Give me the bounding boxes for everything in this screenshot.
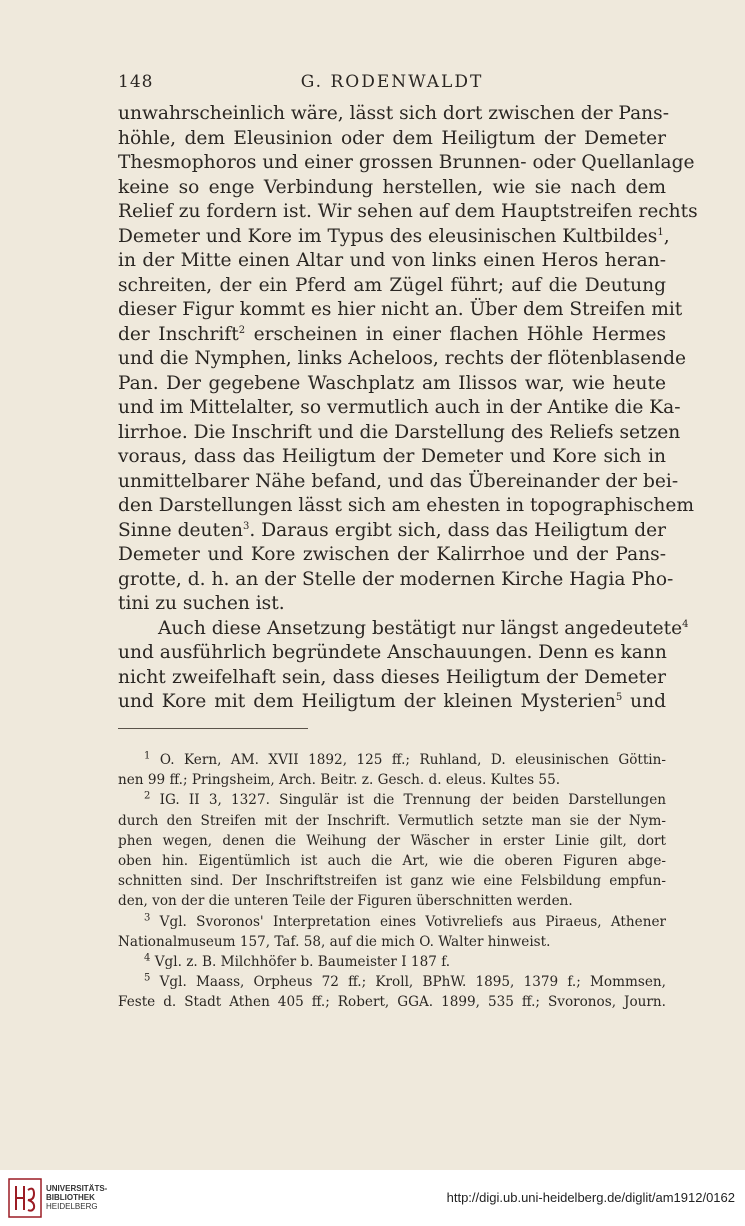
text-line: Relief zu fordern ist. Wir sehen auf dem Hauptstreifen rechts bbox=[118, 201, 698, 222]
text-line: Pan. Der gegebene Waschplatz am Ilissos war, wie heute bbox=[118, 372, 666, 394]
footnote-line: Nationalmuseum 157, Taf. 58, auf die mich O. Walter hinweist. bbox=[118, 933, 551, 950]
footnote-line: $^4$ Vgl. z. B. Milchhöfer b. Baumeister I 187 f. bbox=[144, 952, 451, 970]
footnote-line: $^5$ Vgl. Maass, Orpheus 72 ff.; Kroll, BPhW. 1895, 1379 f.; Mommsen, bbox=[144, 972, 666, 991]
text-line: schreiten, der ein Pferd am Zügel führt; auf die Deutung bbox=[118, 274, 666, 296]
footnote-ref[interactable]: 4 bbox=[682, 618, 689, 630]
viewer-footer bbox=[0, 1170, 745, 1226]
text-line: dieser Figur kommt es hier nicht an. Über dem Streifen mit bbox=[118, 299, 683, 320]
permalink[interactable]: http://digi.ub.uni-heidelberg.de/diglit/am1912/0162 bbox=[446, 1190, 735, 1205]
text-line: Demeter und Kore im Typus des eleusinischen Kultbildes$^1$, bbox=[118, 225, 670, 247]
footnote-line: phen wegen, denen die Weihung der Wäscher in erster Linie gilt, dort bbox=[118, 832, 666, 849]
text-line: grotte, d. h. an der Stelle der modernen Kirche Hagia Pho- bbox=[118, 568, 674, 590]
footnote-line: oben hin. Eigentümlich ist auch die Art, wie die oberen Figuren abge- bbox=[118, 852, 666, 869]
footnote-line: den, von der die unteren Teile der Figuren überschnitten werden. bbox=[118, 893, 573, 910]
text-line: Thesmophoros und einer grossen Brunnen- oder Quellanlage bbox=[118, 152, 695, 173]
footnote-line: durch den Streifen mit der Inschrift. Vermutlich setzte man sie der Nym- bbox=[118, 812, 666, 829]
footnote-ref[interactable]: 2 bbox=[238, 324, 246, 336]
text-line: voraus, dass das Heiligtum der Demeter und Kore sich in bbox=[118, 446, 666, 467]
footnote-ref[interactable]: 3 bbox=[242, 520, 250, 532]
text-line: und im Mittelalter, so vermutlich auch in der Antike die Ka- bbox=[118, 397, 681, 418]
text-line: unwahrscheinlich wäre, lässt sich dort zwischen der Pans- bbox=[118, 103, 669, 124]
footnotes bbox=[118, 750, 666, 1012]
footnote-line: $^1$ O. Kern, AM. XVII 1892, 125 ff.; Ruhland, D. eleusinischen Göttin- bbox=[144, 750, 667, 768]
footnote-line: schnitten sind. Der Inschriftstreifen ist ganz wie eine Felsbildung empfun- bbox=[118, 873, 666, 890]
footnote-line: $^2$ IG. II 3, 1327. Singulär ist die Trennung der beiden Darstellungen bbox=[144, 790, 666, 809]
text-line: den Darstellungen lässt sich am ehesten in topographischem bbox=[118, 495, 694, 516]
footnote-ref[interactable]: 5 bbox=[615, 691, 623, 703]
footnote-line: $^3$ Vgl. Svoronos' Interpretation eines Votivreliefs aus Piraeus, Athener bbox=[144, 911, 666, 930]
footnote-divider bbox=[118, 728, 308, 729]
text-line: nicht zweifelhaft sein, dass dieses Heiligtum der Demeter bbox=[118, 666, 666, 688]
text-line: keine so enge Verbindung herstellen, wie sie nach dem bbox=[118, 176, 666, 198]
text-line: in der Mitte einen Altar und von links einen Heros heran- bbox=[118, 250, 666, 271]
text-line: unmittelbarer Nähe befand, und das Übereinander der bei- bbox=[118, 470, 679, 492]
running-title: G. RODENWALDT bbox=[300, 72, 484, 92]
text-line: lirrhoe. Die Inschrift und die Darstellung des Reliefs setzen bbox=[118, 421, 681, 443]
footnote-line: nen 99 ff.; Pringsheim, Arch. Beitr. z. Gesch. d. eleus. Kultes 55. bbox=[118, 772, 561, 789]
text-line: Sinne deuten$^3$. Daraus ergibt sich, dass das Heiligtum der bbox=[118, 519, 666, 541]
footnote-line: Feste d. Stadt Athen 405 ff.; Robert, GGA. 1899, 535 ff.; Svoronos, Journ. bbox=[118, 994, 666, 1011]
main-text bbox=[118, 102, 698, 715]
text-line: und die Nymphen, links Acheloos, rechts der flötenblasende bbox=[118, 348, 687, 369]
text-line: und ausführlich begründete Anschauungen. Denn es kann bbox=[118, 642, 667, 663]
footnote-ref[interactable]: 1 bbox=[657, 226, 664, 238]
text-line: der Inschrift$^2$ erscheinen in einer flachen Höhle Hermes bbox=[118, 323, 666, 345]
text-line: Auch diese Ansetzung bestätigt nur längst angedeutete$^4$ bbox=[158, 617, 689, 639]
university-library-logo-icon bbox=[8, 1178, 42, 1218]
text-line: und Kore mit dem Heiligtum der kleinen Mysterien$^5$ und bbox=[118, 691, 666, 712]
text-line: höhle, dem Eleusinion oder dem Heiligtum der Demeter bbox=[118, 127, 666, 149]
text-line: tini zu suchen ist. bbox=[118, 593, 285, 614]
library-name: UNIVERSITÄTS- BIBLIOTHEK HEIDELBERG bbox=[46, 1184, 108, 1211]
page-number: 148 bbox=[118, 72, 154, 92]
text-line: Demeter und Kore zwischen der Kalirrhoe und der Pans- bbox=[118, 544, 666, 565]
